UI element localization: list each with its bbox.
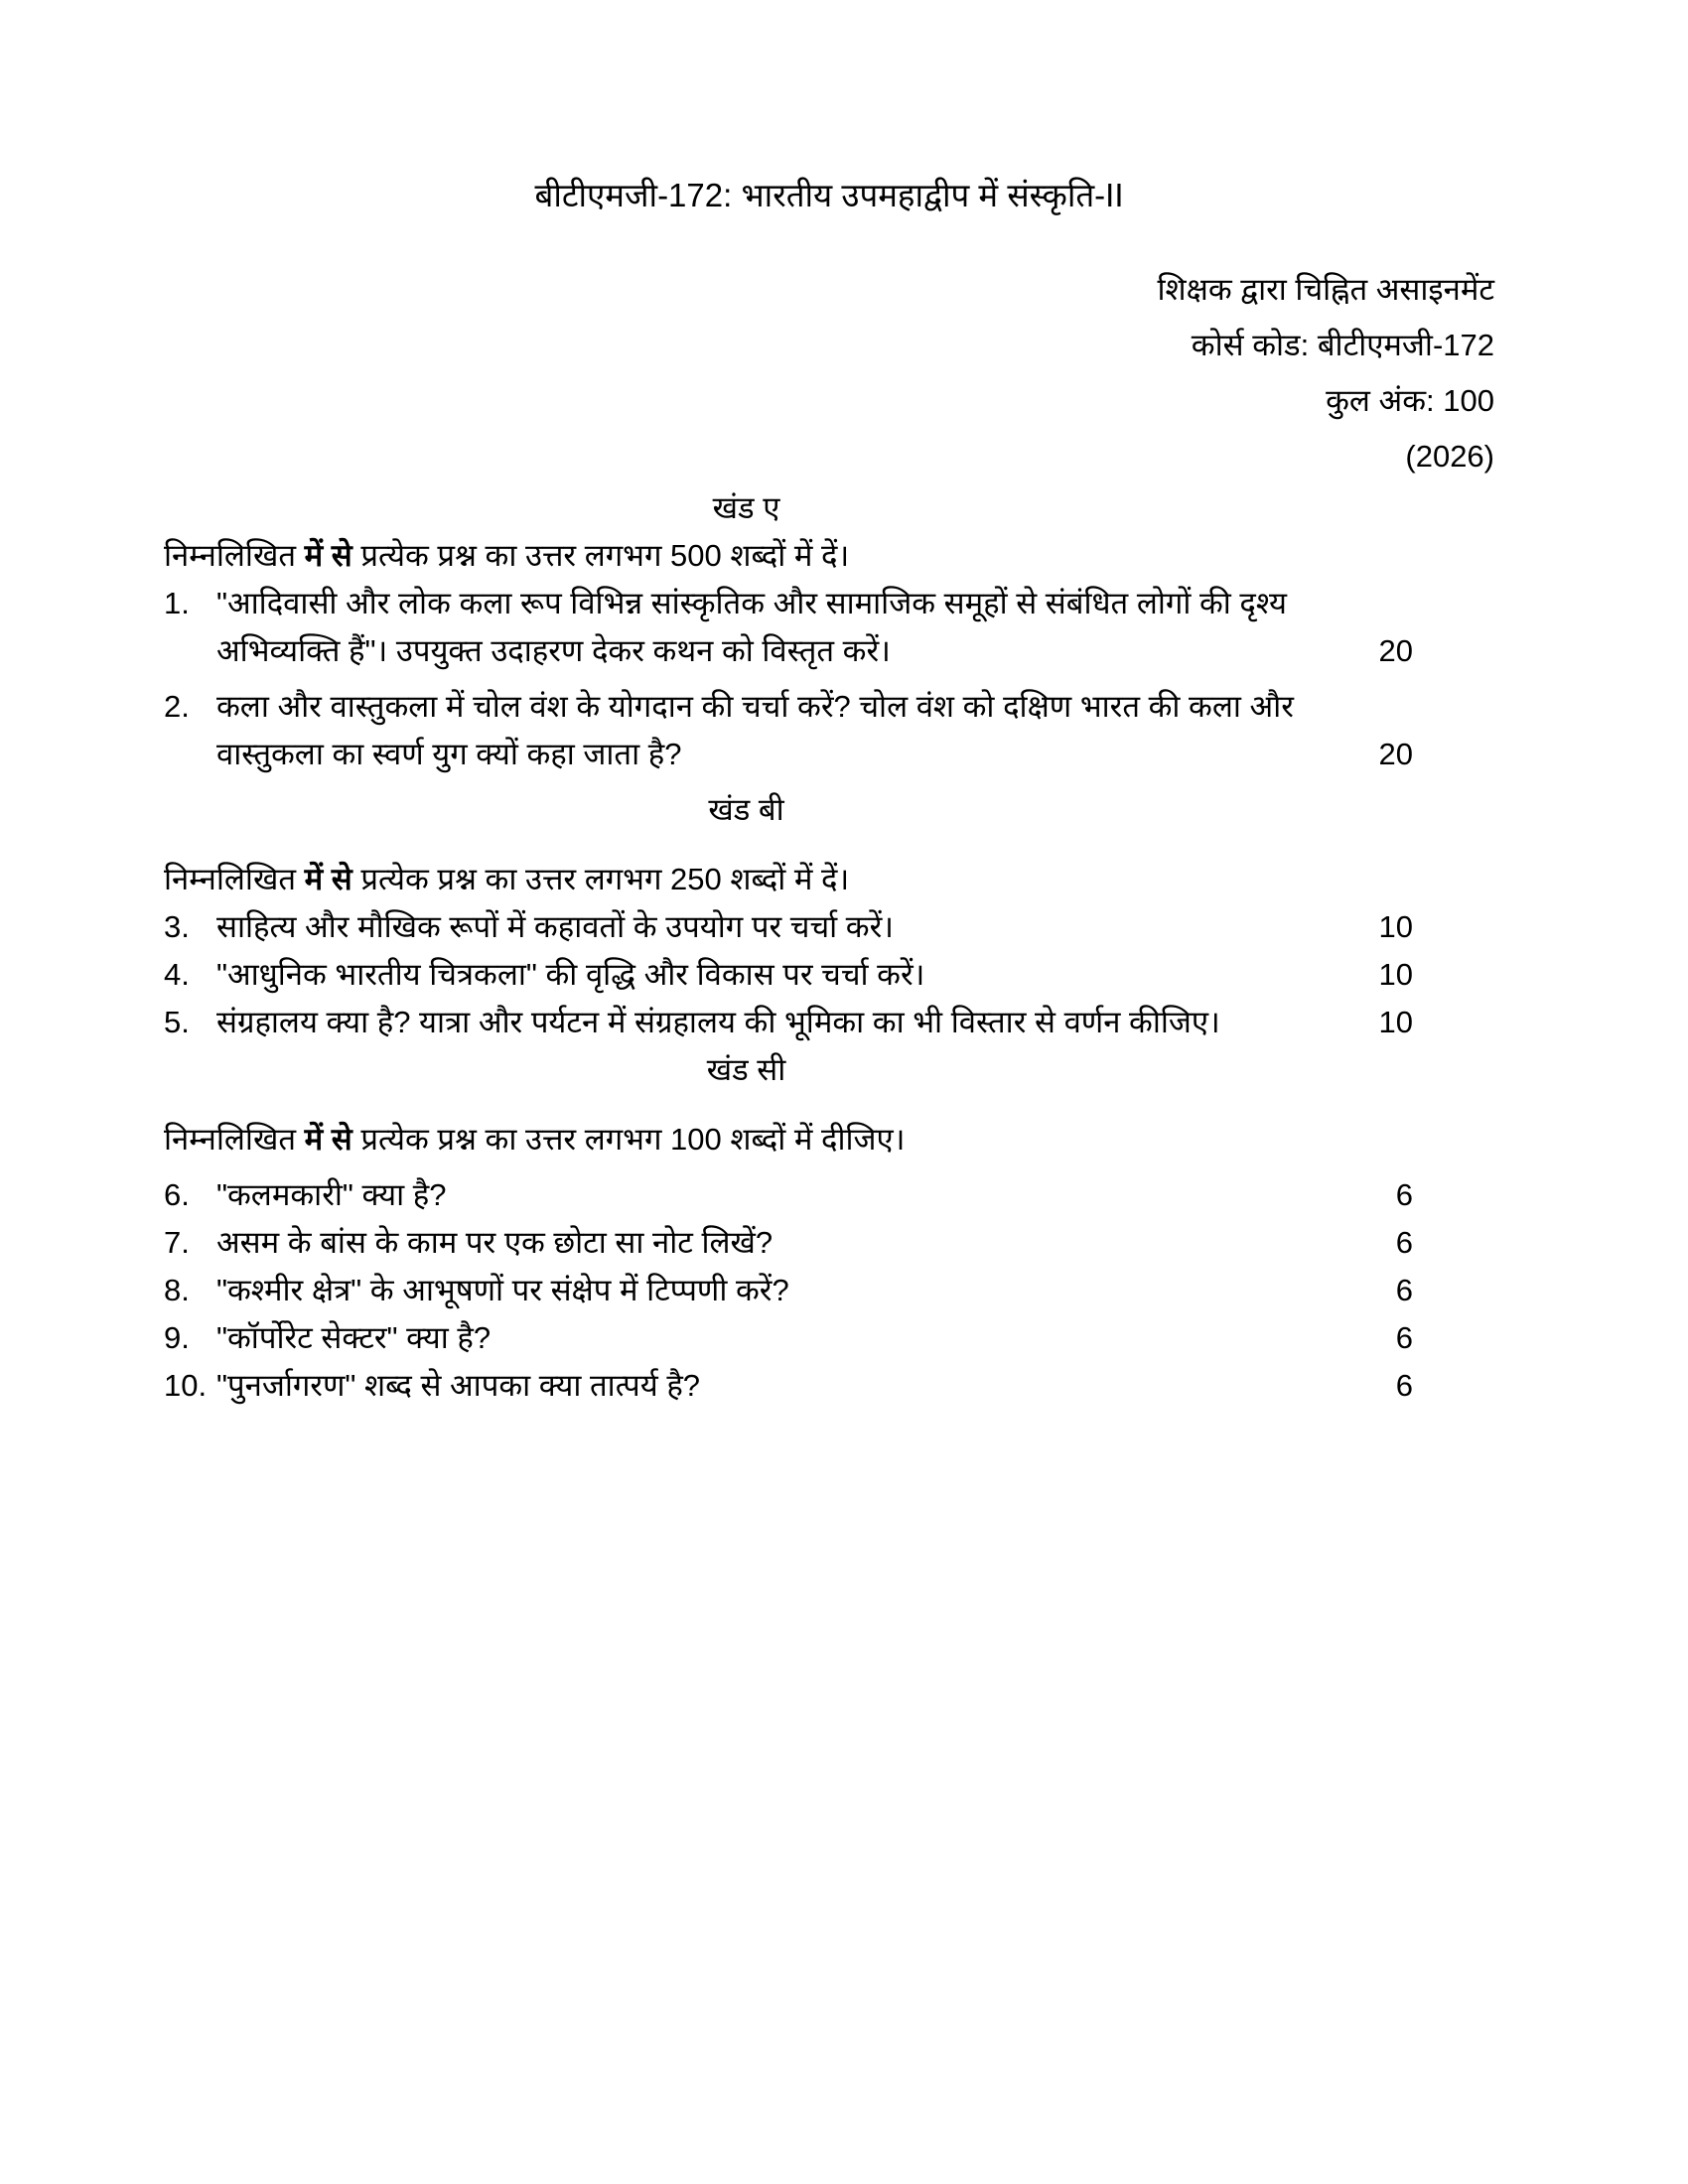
question-number: 10. [164, 1368, 208, 1403]
question-number: 3. [164, 909, 190, 944]
instruction-text: निम्नलिखित [164, 862, 296, 896]
question-number: 4. [164, 957, 190, 992]
question-text: "आधुनिक भारतीय चित्रकला" की वृद्धि और विकास पर चर्चा करें। [216, 957, 925, 992]
section-c-instruction [164, 1116, 1413, 1163]
question-text: "कश्मीर क्षेत्र" के आभूषणों पर संक्षेप में टिप्पणी करें? [216, 1273, 789, 1307]
question-text: "कॉर्पोरेट सेक्टर" क्या है? [216, 1320, 492, 1355]
page-content [164, 0, 1494, 1410]
question-text: असम के बांस के काम पर एक छोटा सा नोट लिखें? [216, 1225, 774, 1260]
question-number: 6. [164, 1177, 190, 1212]
section-b-heading: खंड बी [708, 792, 784, 827]
question-number: 8. [164, 1273, 190, 1307]
section-c-heading: खंड सी [706, 1052, 786, 1087]
question-marks: 6 [1395, 1177, 1413, 1212]
question-text: "कलमकारी" क्या है? [216, 1177, 447, 1212]
question-marks: 6 [1395, 1368, 1413, 1403]
question-number: 5. [164, 1005, 190, 1039]
page-title: बीटीएमजी-172: भारतीय उपमहाद्वीप में संस्कृति-II [534, 177, 1124, 213]
question-text: कला और वास्तुकला में चोल वंश के योगदान की चर्चा करें? चोल वंश को दक्षिण भारत की कला और वास्तुकला का स्वर्ण युग क्यों कहा जाता है? [216, 689, 1294, 771]
meta-assignment-type: शिक्षक द्वारा चिह्नित असाइनमेंट [1157, 272, 1494, 307]
instruction-text-bold: में से [304, 862, 352, 896]
question-text: "पुनर्जागरण" शब्द से आपका क्या तात्पर्य है? [216, 1368, 701, 1403]
question-marks: 10 [1378, 957, 1413, 992]
question-7 [164, 1219, 1413, 1267]
question-6 [164, 1171, 1413, 1219]
section-a-questions [164, 580, 1413, 778]
meta-block [164, 262, 1494, 484]
question-1 [164, 580, 1413, 675]
question-text: "आदिवासी और लोक कला रूप विभिन्न सांस्कृतिक और सामाजिक समूहों से संबंधित लोगों की दृश्य अभिव्यक्ति हैं"। उपयुक्त उदाहरण देकर कथन को विस्तृत करें। [216, 586, 1288, 668]
meta-year: (2026) [1405, 439, 1494, 474]
section-c [164, 1046, 1413, 1410]
question-3 [164, 903, 1413, 951]
question-marks: 6 [1395, 1273, 1413, 1307]
instruction-text: प्रत्येक प्रश्न का उत्तर लगभग 250 शब्दों में दें। [360, 862, 850, 896]
section-a [164, 484, 1413, 778]
instruction-text: निम्नलिखित [164, 1122, 296, 1157]
question-number: 7. [164, 1225, 190, 1260]
question-marks: 20 [1378, 633, 1413, 668]
meta-course-code: कोर्स कोड: बीटीएमजी-172 [1191, 328, 1494, 362]
question-marks: 20 [1378, 737, 1413, 771]
instruction-text: प्रत्येक प्रश्न का उत्तर लगभग 500 शब्दों में दें। [360, 538, 850, 573]
question-2 [164, 683, 1413, 778]
question-4 [164, 951, 1413, 999]
section-b-instruction [164, 856, 1413, 903]
section-b-questions [164, 903, 1413, 1046]
section-a-instruction [164, 532, 1413, 580]
question-8 [164, 1267, 1413, 1314]
instruction-text-bold: में से [304, 538, 352, 573]
instruction-text: प्रत्येक प्रश्न का उत्तर लगभग 100 शब्दों में दीजिए। [360, 1122, 906, 1157]
question-text: संग्रहालय क्या है? यात्रा और पर्यटन में संग्रहालय की भूमिका का भी विस्तार से वर्णन कीजिए। [216, 1005, 1220, 1039]
question-marks: 6 [1395, 1225, 1413, 1260]
question-9 [164, 1314, 1413, 1362]
section-c-questions [164, 1171, 1413, 1410]
question-marks: 6 [1395, 1320, 1413, 1355]
question-text: साहित्य और मौखिक रूपों में कहावतों के उपयोग पर चर्चा करें। [216, 909, 895, 944]
question-5 [164, 999, 1413, 1046]
question-10 [164, 1362, 1413, 1410]
question-number: 1. [164, 586, 190, 620]
question-number: 9. [164, 1320, 190, 1355]
instruction-text: निम्नलिखित [164, 538, 296, 573]
instruction-text-bold: में से [304, 1122, 352, 1157]
question-number: 2. [164, 689, 190, 724]
questions-area [164, 484, 1413, 1410]
meta-total-marks: कुल अंक: 100 [1326, 383, 1494, 418]
question-marks: 10 [1378, 909, 1413, 944]
question-marks: 10 [1378, 1005, 1413, 1039]
section-a-heading: खंड ए [712, 490, 780, 525]
section-b [164, 786, 1413, 1046]
